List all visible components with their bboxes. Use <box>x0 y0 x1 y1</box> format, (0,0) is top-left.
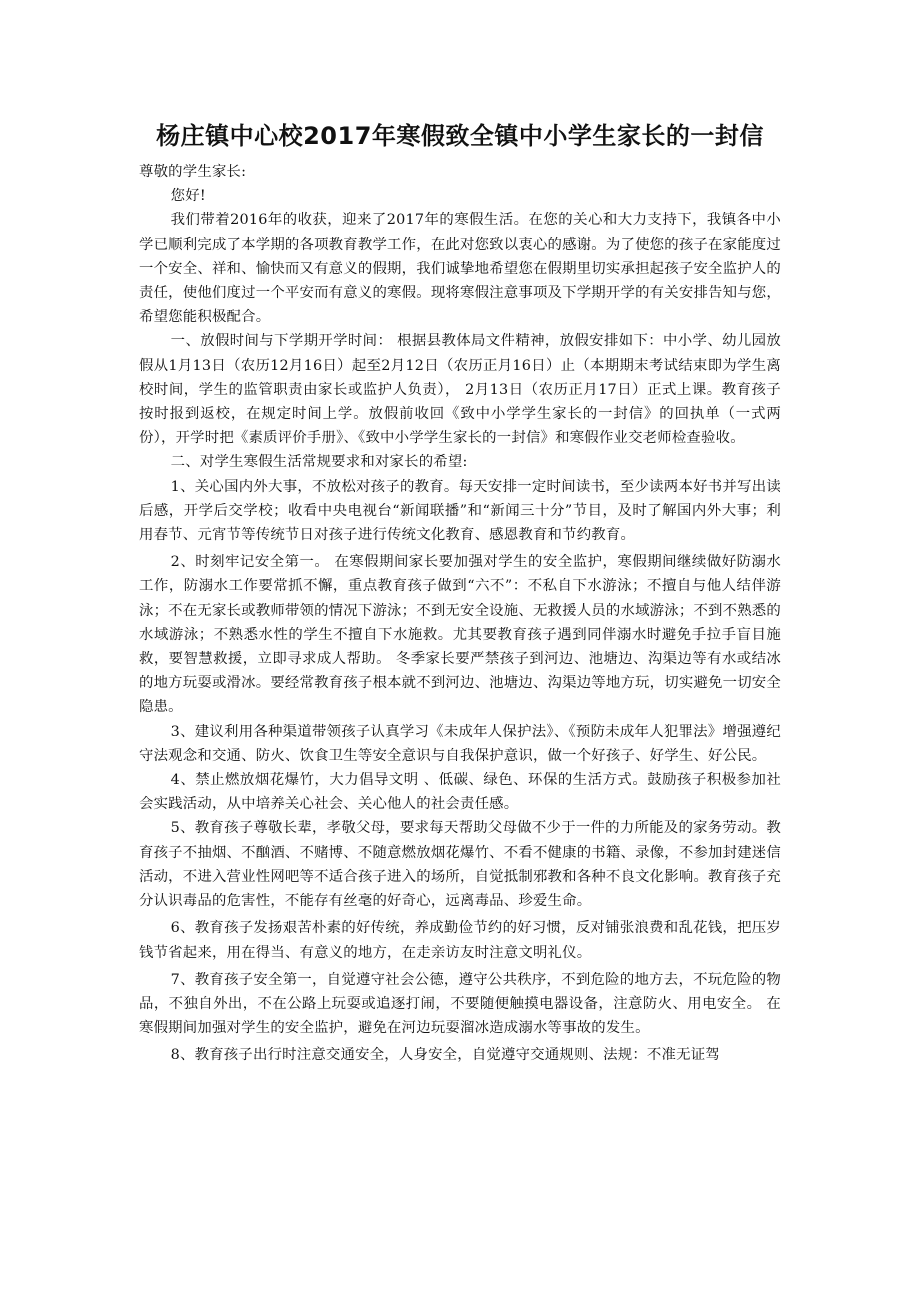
section-heading-requirements: 二、对学生寒假生活常规要求和对家长的希望: <box>170 454 468 471</box>
paragraph-intro: 我们带着2016年的收获，迎来了2017年的寒假生活。在您的关心和大力支持下，我镇各中小学已顺利完成了本学期的各项教育教学工作，在此对您致以衷心的感谢。为了使您的孩子在家能度过一个安全、祥和、愉快而又有意义的假期，我们诚挚地希望您在假期里切实承担起孩子安全监护人的责任，使他们度过一个平安而有意义的寒假。现将寒假注意事项及下学期开学的有关安排告知与您，希望您能积极配合。 <box>139 212 781 326</box>
paragraph-item-2: 2、时刻牢记安全第一。 在寒假期间家长要加强对学生的安全监护，寒假期间继续做好防溺水工作，防溺水工作要常抓不懈，重点教育孩子做到“六不”：不私自下水游泳；不擅自与他人结伴游泳；不在无家长或教师带领的情况下游泳；不到无安全设施、无救援人员的水域游泳；不到不熟悉的水域游泳；不熟悉水性的学生不擅自下水施救。尤其要教育孩子遇到同伴溺水时避免手拉手盲目施救，要智慧救援，立即寻求成人帮助。 冬季家长要严禁孩子到河边、池塘边、沟渠边等有水或结冰的地方玩耍或滑冰。要经常教育孩子根本就不到河边、池塘边、沟渠边等地方玩，切实避免一切安全隐患。 <box>139 554 781 716</box>
paragraph-item-5: 5、教育孩子尊敬长辈，孝敬父母，要求每天帮助父母做不少于一件的力所能及的家务劳动。教育孩子不抽烟、不酗酒、不赌博、不随意燃放烟花爆竹、不看不健康的书籍、录像，不参加封建迷信活动，不进入营业性网吧等不适合孩子进入的场所，自觉抵制邪教和各种不良文化影响。教育孩子充分认识毒品的危害性，不能存有丝毫的好奇心，远离毒品、珍爱生命。 <box>139 820 781 910</box>
paragraph-item-7: 7、教育孩子安全第一，自觉遵守社会公德，遵守公共秩序，不到危险的地方去，不玩危险的物品，不独自外出，不在公路上玩耍或追逐打闹，不要随便触摸电器设备，注意防火、用电安全。 在寒假期间加强对学生的安全监护，避免在河边玩耍溜冰造成溺水等事故的发生。 <box>139 971 781 1037</box>
paragraph-item-3: 3、建议利用各种渠道带领孩子认真学习《未成年人保护法》、《预防未成年人犯罪法》增强遵纪守法观念和交通、防火、饮食卫生等安全意识与自我保护意识，做一个好孩子、好学生、好公民。 <box>139 723 781 764</box>
greeting: 您好! <box>170 188 206 205</box>
letter-body <box>139 160 781 1068</box>
salutation: 尊敬的学生家长: <box>139 164 247 180</box>
paragraph-item-4: 4、禁止燃放烟花爆竹，大力倡导文明 、低碳、绿色、环保的生活方式。鼓励孩子积极参加社会实践活动，从中培养关心社会、关心他人的社会责任感。 <box>139 772 781 813</box>
paragraph-item-6: 6、教育孩子发扬艰苦朴素的好传统，养成勤俭节约的好习惯，反对铺张浪费和乱花钱，把压岁钱节省起来，用在得当、有意义的地方，在走亲访友时注意文明礼仪。 <box>139 920 781 961</box>
paragraph-item-1: 1、关心国内外大事，不放松对孩子的教育。每天安排一定时间读书，至少读两本好书并写出读后感，开学后交学校；收看中央电视台“新闻联播”和“新闻三十分”节目，及时了解国内外大事；利用春节、元宵节等传统节日对孩子进行传统文化教育、感恩教育和节约教育。 <box>139 478 781 544</box>
paragraph-holiday-schedule: 一、放假时间与下学期开学时间： 根据县教体局文件精神，放假安排如下：中小学、幼儿园放假从1月13日（农历12月16日）起至2月12日（农历正月16日）止（本期期末考试结束即为学生离校时间，学生的监管职责由家长或监护人负责）， 2月13日（农历正月17日）正式上课。教育孩子按时报到返校，在规定时间上学。放假前收回《致中小学学生家长的一封信》的回执单（一式两份），开学时把《素质评价手册》、《致中小学学生家长的一封信》和寒假作业交老师检查验收。 <box>139 333 781 447</box>
document-title: 杨庄镇中心校2017年寒假致全镇中小学生家长的一封信 <box>156 122 764 150</box>
paragraph-item-8: 8、教育孩子出行时注意交通安全，人身安全，自觉遵守交通规则、法规：不准无证驾 <box>170 1047 720 1064</box>
